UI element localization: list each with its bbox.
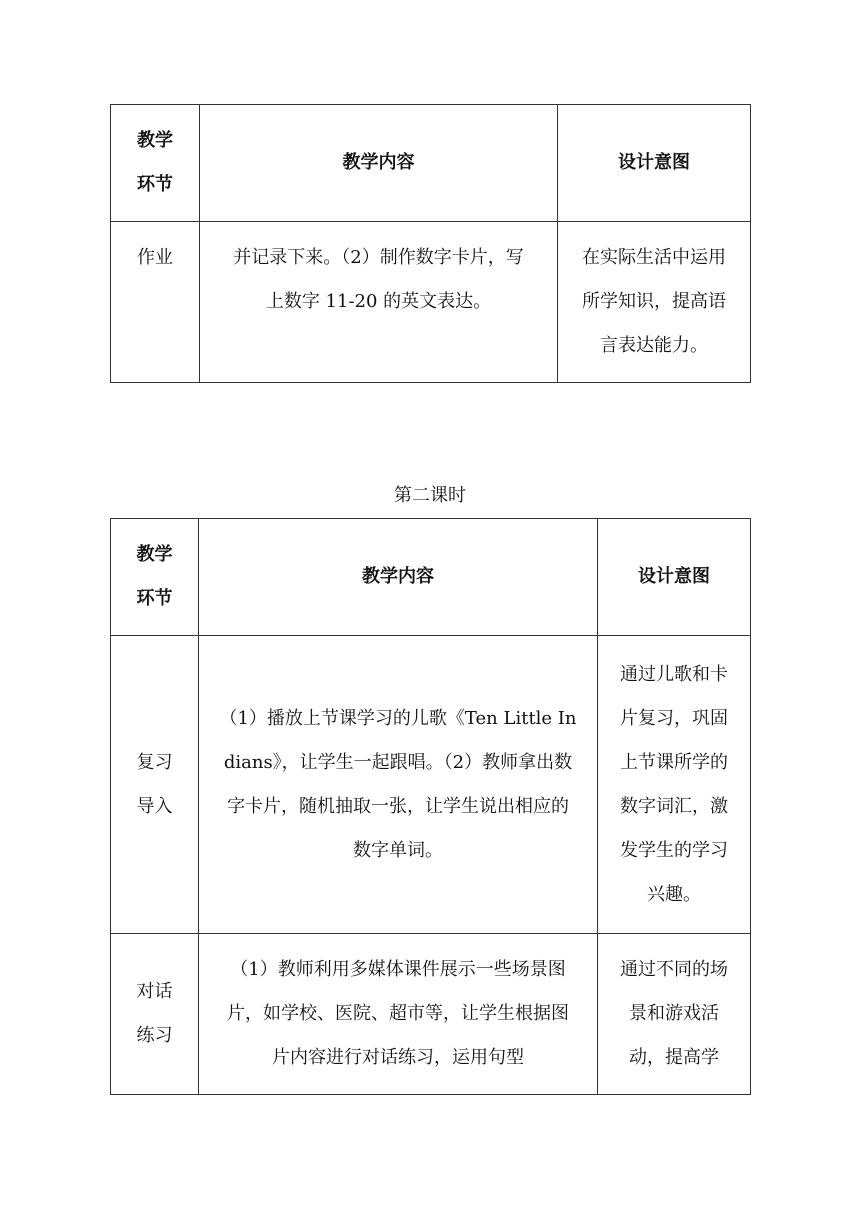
cell-intent [558, 222, 751, 383]
lesson-table-1 [110, 104, 751, 383]
cell-stage-line1: 对话 [136, 981, 173, 1002]
table-row [111, 636, 751, 934]
cell-stage: 作业 [111, 222, 200, 383]
table-header-row [111, 105, 751, 222]
cell-intent [598, 934, 751, 1095]
header-stage-line1: 教学 [136, 544, 173, 565]
header-content: 教学内容 [199, 519, 598, 636]
table-row [111, 934, 751, 1095]
cell-stage-line2: 练习 [136, 1025, 173, 1046]
cell-stage [111, 934, 199, 1095]
cell-intent-text: 通过儿歌和卡片复习，巩固上节课所学的数字词汇，激发学生的学习兴趣。 [620, 663, 728, 905]
header-stage-line1: 教学 [137, 130, 173, 151]
header-intent: 设计意图 [598, 519, 751, 636]
cell-content-text: 并记录下来。（2）制作数字卡片，写上数字 11-20 的英文表达。 [233, 247, 524, 312]
header-stage-line2: 环节 [136, 588, 173, 609]
lesson-table-2 [110, 518, 751, 1095]
header-content: 教学内容 [200, 105, 558, 222]
cell-intent [598, 636, 751, 934]
cell-intent-text: 通过不同的场景和游戏活动，提高学 [620, 959, 728, 1068]
header-intent: 设计意图 [558, 105, 751, 222]
table-row [111, 222, 751, 383]
cell-stage-line2: 导入 [136, 795, 173, 817]
cell-content [199, 636, 598, 934]
header-stage [111, 519, 199, 636]
cell-stage-line1: 复习 [136, 751, 173, 773]
cell-content [200, 222, 558, 383]
cell-stage [111, 636, 199, 934]
cell-content-text: （1）播放上节课学习的儿歌《Ten Little Indians》，让学生一起跟唱。（2）教师拿出数字卡片，随机抽取一张，让学生说出相应的数字单词。 [219, 707, 577, 861]
cell-intent-text: 在实际生活中运用所学知识，提高语言表达能力。 [582, 247, 726, 356]
table-header-row [111, 519, 751, 636]
header-stage-line2: 环节 [137, 174, 173, 195]
lesson-title: 第二课时 [394, 485, 466, 506]
header-stage [111, 105, 200, 222]
cell-content [199, 934, 598, 1095]
cell-content-text: （1）教师利用多媒体课件展示一些场景图片，如学校、医院、超市等，让学生根据图片内容进行对话练习，运用句型 [227, 959, 569, 1068]
